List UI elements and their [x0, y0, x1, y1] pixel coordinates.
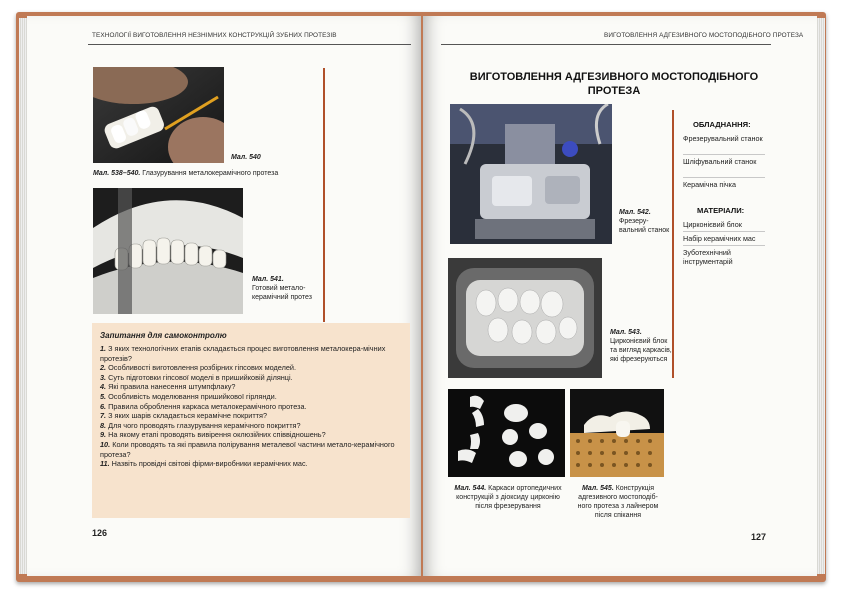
question-item	[100, 402, 404, 412]
photo-milling-machine	[450, 104, 612, 244]
self-control-title: Запитання для самоконтролю	[100, 331, 227, 340]
separator	[683, 245, 765, 246]
fig538-caption	[93, 169, 318, 178]
question-text: На якому етапі проводять вивірення оклюзійних співвідношень?	[108, 430, 326, 440]
fig545-label: Мал. 545.	[582, 485, 614, 492]
left-header-rule	[88, 44, 411, 45]
left-accent-rule	[323, 68, 325, 322]
left-running-header: ТЕХНОЛОГІЇ ВИГОТОВЛЕННЯ НЕЗНІМНИХ КОНСТРУКЦІЙ ЗУБНИХ ПРОТЕЗІВ	[92, 32, 337, 39]
question-number: 2.	[100, 363, 107, 373]
fig540-label: Мал. 540	[231, 154, 261, 161]
materials-item: Цирконієвий блок	[683, 220, 742, 229]
right-running-header: ВИГОТОВЛЕННЯ АДГЕЗИВНОГО МОСТОПОДІБНОГО ПРОТЕЗА	[604, 32, 804, 39]
separator	[683, 177, 765, 178]
fig542-text: Фрезеру-вальний станок	[619, 218, 670, 234]
question-text: З яких шарів складається керамічне покриття?	[108, 411, 268, 421]
question-item	[100, 430, 404, 440]
fig543-caption	[610, 328, 672, 364]
question-item	[100, 392, 404, 402]
fig541-text: Готовий метало-керамічний протез	[252, 285, 312, 301]
question-item	[100, 459, 404, 469]
photo-ceramic-prosthesis	[93, 188, 243, 314]
right-accent-rule	[672, 110, 674, 378]
question-item	[100, 344, 404, 363]
question-text: Коли проводять та які правила полірування металевої частини метало-керамічного протеза?	[100, 439, 395, 459]
question-number: 11.	[100, 459, 110, 469]
equipment-item: Шліфувальний станок	[683, 157, 757, 166]
fig544-label: Мал. 544.	[454, 485, 487, 492]
question-number: 8.	[100, 420, 107, 430]
materials-heading: МАТЕРІАЛИ:	[697, 206, 745, 215]
materials-item: Набір керамічних мас	[683, 234, 756, 243]
right-header-rule	[441, 44, 771, 45]
question-item	[100, 363, 404, 373]
photo-adhesive-bridge	[570, 389, 664, 477]
questions-list	[100, 344, 404, 469]
question-item	[100, 411, 404, 421]
fig538-text: Глазурування металокерамічного протеза	[142, 170, 279, 177]
question-number: 4.	[100, 382, 107, 392]
question-text: Для чого проводять глазурування керамічного покриття?	[108, 420, 301, 430]
fig545-caption	[572, 484, 664, 520]
right-page-number: 127	[751, 532, 767, 542]
photo-zirconium-block	[448, 258, 602, 378]
photo-glazing	[93, 67, 224, 163]
question-text: Особливості виготовлення розбірних гіпсових моделей.	[108, 363, 296, 373]
question-number: 6.	[100, 401, 107, 411]
fig544-caption	[452, 484, 564, 511]
left-page-number: 126	[92, 528, 108, 538]
equipment-item: Фрезерувальний станок	[683, 134, 763, 143]
equipment-item: Керамічна пічка	[683, 180, 736, 189]
question-text: Суть підготовки гіпсової моделі в пришийковій ділянці.	[108, 372, 293, 382]
question-number: 7.	[100, 411, 107, 421]
right-page-title: ВИГОТОВЛЕННЯ АДГЕЗИВНОГО МОСТОПОДІБНОГО ПРОТЕЗА	[469, 71, 759, 97]
question-text: Правила оброблення каркаса металокерамічного протеза.	[108, 401, 307, 411]
materials-item: Зуботехнічний інструментарій	[683, 248, 733, 266]
question-item	[100, 421, 404, 431]
equipment-heading: ОБЛАДНАННЯ:	[693, 120, 751, 129]
photo-zirconia-frameworks	[448, 389, 565, 477]
question-number: 1.	[100, 344, 107, 353]
fig544-text: Каркаси ортопедичних конструкцій з діоксиду цирконію після фрезерування	[456, 485, 562, 510]
question-text: Особливість моделювання пришийкової гірлянди.	[108, 391, 277, 401]
question-item	[100, 373, 404, 383]
question-item	[100, 440, 404, 459]
separator	[683, 231, 765, 232]
fig543-text: Цирконієвий блок та вигляд каркасів, які фрезеруються	[610, 338, 672, 363]
separator	[683, 154, 765, 155]
fig541-label: Мал. 541.	[252, 276, 284, 283]
question-text: Які правила нанесення штумпфлаку?	[108, 382, 236, 392]
question-number: 10.	[100, 439, 111, 449]
question-item	[100, 382, 404, 392]
question-number: 5.	[100, 391, 107, 401]
fig545-text: Конструкція адгезивного мостоподіб-ного протеза з лайнером після спікання	[577, 485, 659, 519]
fig543-label: Мал. 543.	[610, 329, 642, 336]
fig542-label: Мал. 542.	[619, 209, 651, 216]
question-text: З яких технологічних етапів складається процес виготовлення металокера-мічних протезів?	[100, 344, 386, 363]
fig541-caption	[252, 275, 318, 302]
fig538-label: Мал. 538–540.	[93, 170, 141, 177]
question-number: 9.	[100, 430, 107, 440]
fig542-caption	[619, 208, 671, 235]
question-text: Назвіть провідні світові фірми-виробники керамічних мас.	[111, 459, 308, 469]
question-number: 3.	[100, 372, 107, 382]
